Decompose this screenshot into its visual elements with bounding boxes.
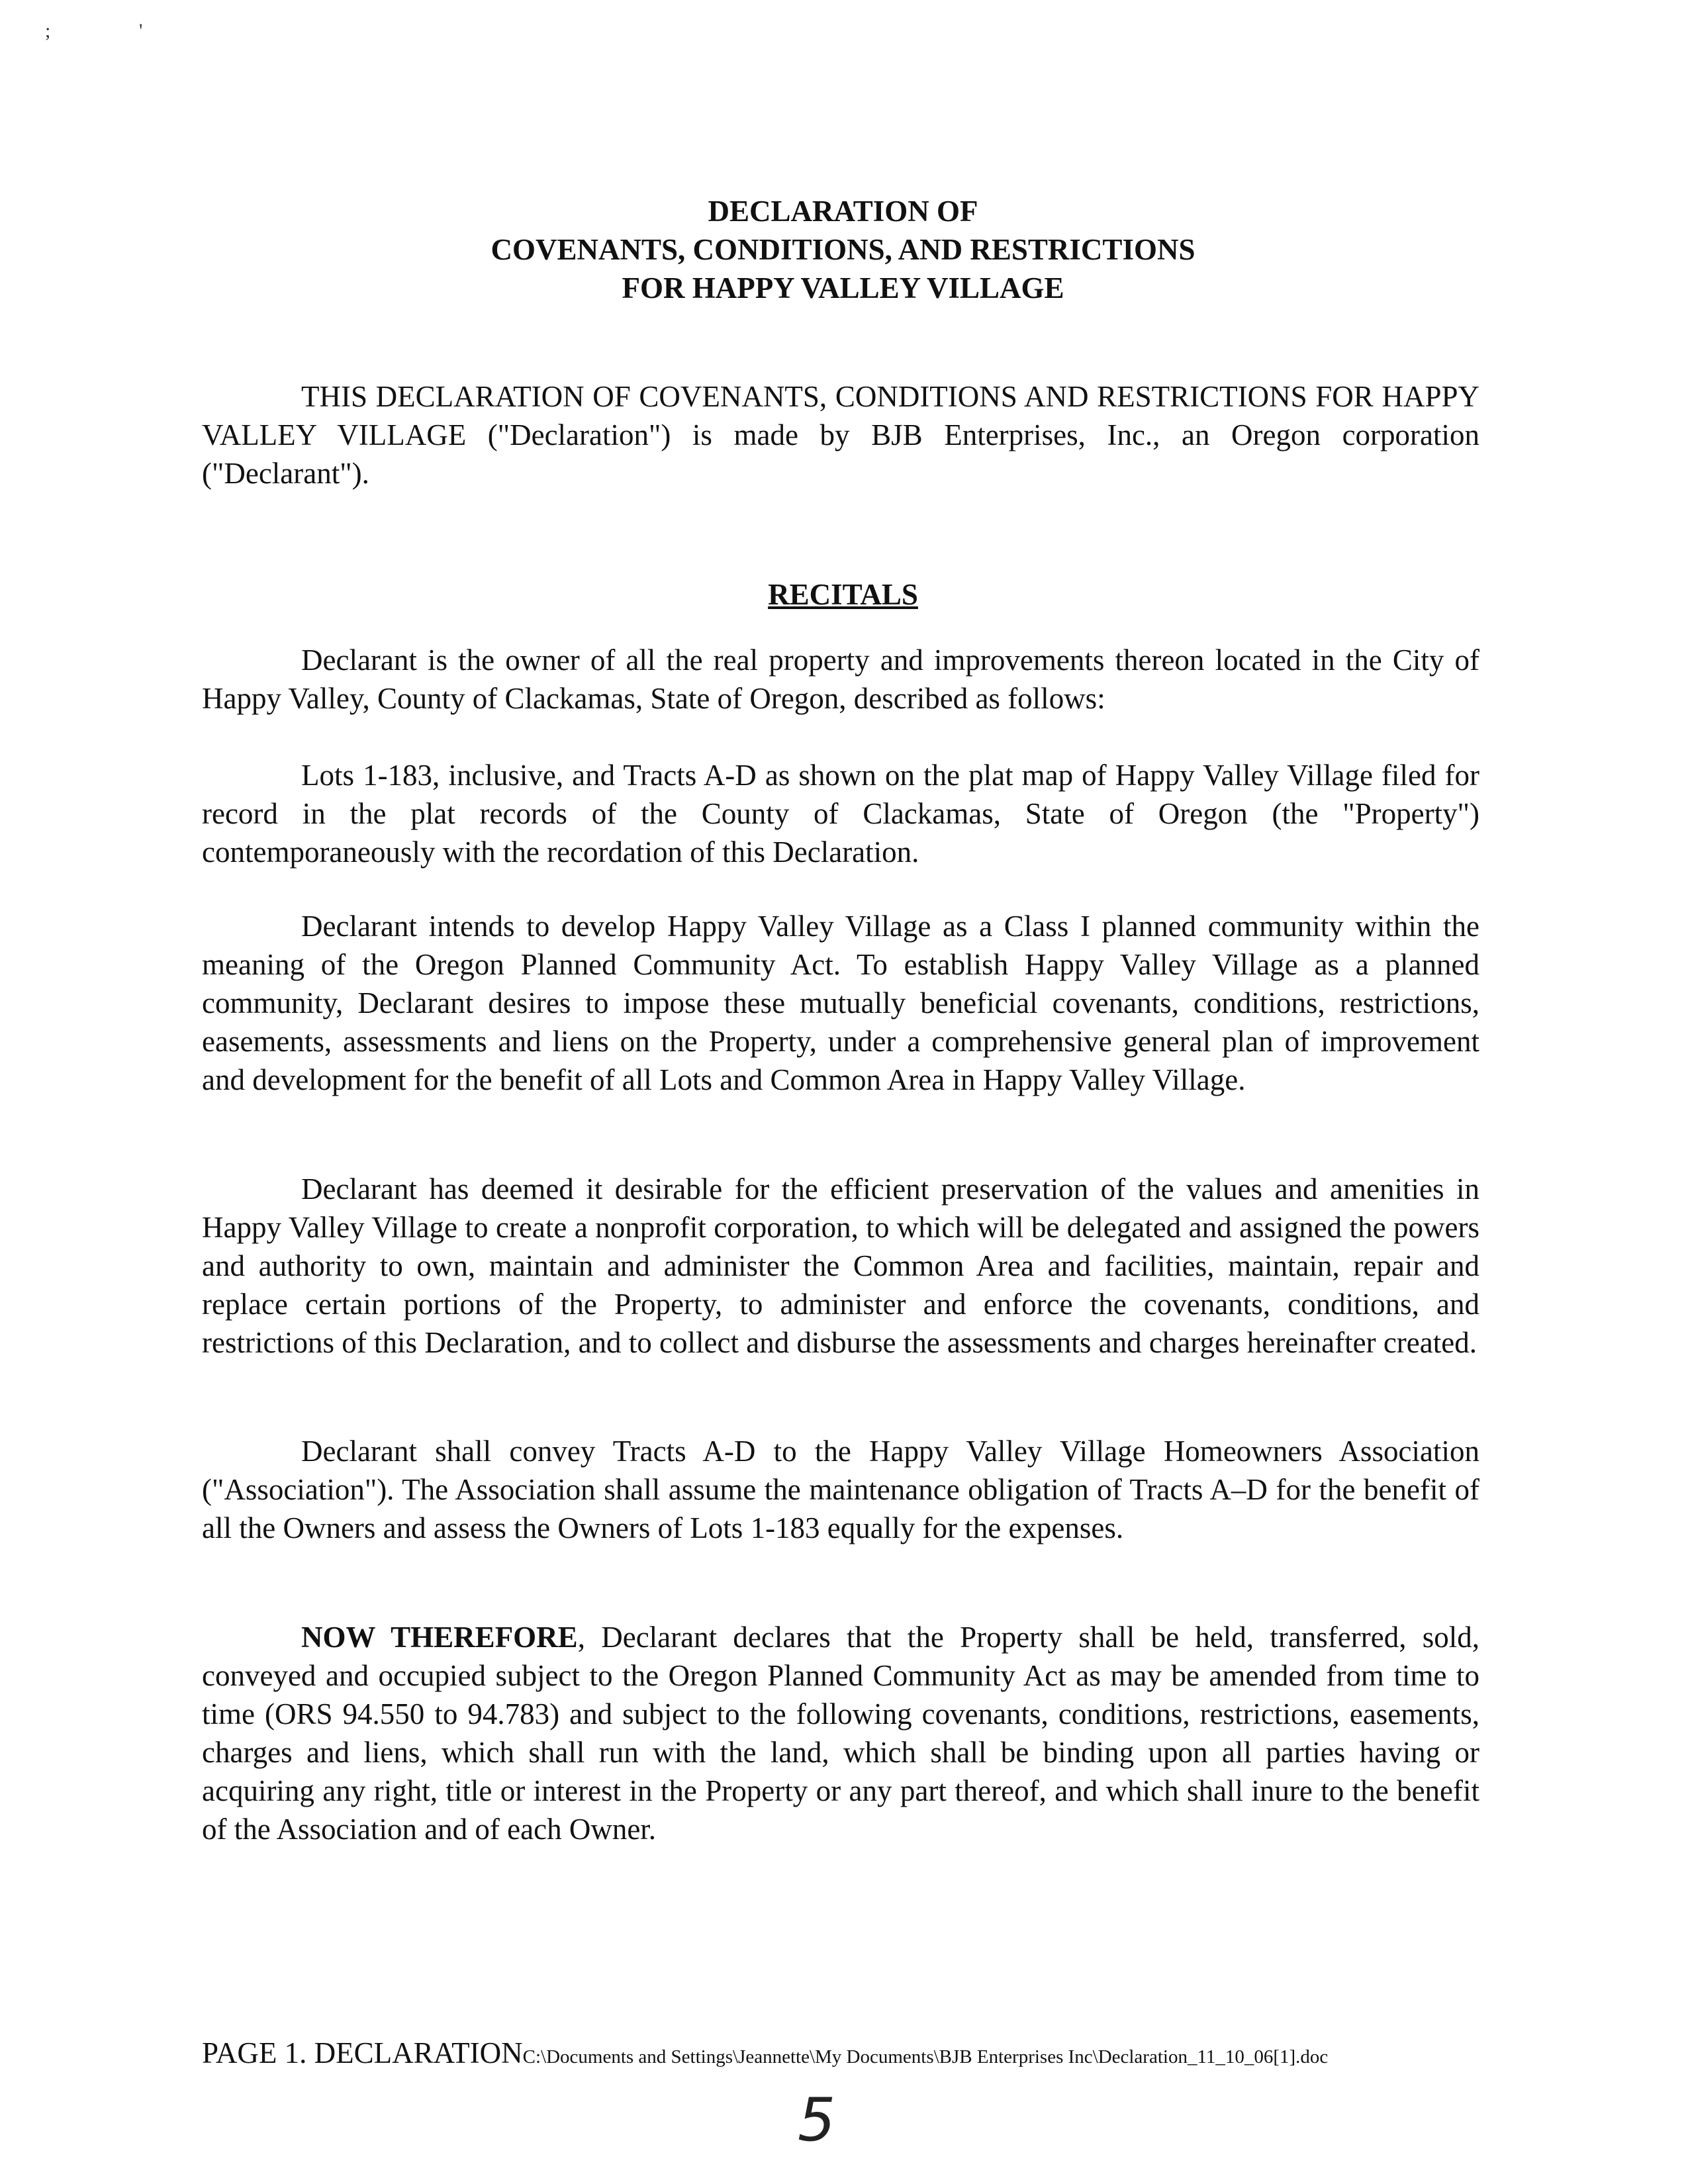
footer-page-label: PAGE 1. xyxy=(202,2036,307,2069)
footer-file-path: C:\Documents and Settings\Jeannette\My Documents\BJB Enterprises Inc\Declaration_11_10_06[1].doc xyxy=(522,2046,1329,2067)
recitals-heading: RECITALS xyxy=(768,578,918,611)
document-title xyxy=(0,192,1686,307)
scan-mark-left: ; xyxy=(45,20,51,42)
recital-paragraph-3: Declarant intends to develop Happy Valley Village as a Class I planned community within the meaning of the Oregon Planned Community Act. To establish Happy Valley Village as a planned community, Declarant desires to impose these mutually beneficial covenants, conditions, restrictions, easements, assessments and liens on the Property, under a comprehensive general plan of improvement and development for the benefit of all Lots and Common Area in Happy Valley Village. xyxy=(202,910,1479,1096)
recital-paragraph-1: Declarant is the owner of all the real property and improvements thereon located in the City of Happy Valley, County of Clackamas, State of Oregon, described as follows: xyxy=(202,643,1479,715)
intro-paragraph: THIS DECLARATION OF COVENANTS, CONDITIONS AND RESTRICTIONS FOR HAPPY VALLEY VILLAGE ("Declaration") is made by BJB Enterprises, Inc., an Oregon corporation ("Declarant"). xyxy=(202,380,1479,490)
recital-paragraph-5: Declarant shall convey Tracts A-D to the Happy Valley Village Homeowners Association ("Association"). The Association shall assume the maintenance obligation of Tracts A–D for the benefit of all the Owners and assess the Owners of Lots 1-183 equally for the expenses. xyxy=(202,1435,1479,1544)
title-line-2: COVENANTS, CONDITIONS, AND RESTRICTIONS xyxy=(491,233,1195,266)
scan-mark-right: ' xyxy=(139,20,143,42)
handwritten-page-number: 5 xyxy=(798,2085,836,2155)
footer-doc-label: DECLARATION xyxy=(314,2036,523,2069)
title-line-3: FOR HAPPY VALLEY VILLAGE xyxy=(622,271,1064,305)
page-footer xyxy=(202,2036,1328,2070)
now-therefore-lead: NOW THEREFORE xyxy=(301,1621,578,1654)
recital-paragraph-4: Declarant has deemed it desirable for the efficient preservation of the values and amenities in Happy Valley Village to create a nonprofit corporation, to which will be delegated and assigned the powers and authority to own, maintain and administer the Common Area and facilities, maintain, repair and replace certain portions of the Property, to administer and enforce the covenants, conditions, and restrictions of this Declaration, and to collect and disburse the assessments and charges hereinafter created. xyxy=(202,1172,1479,1359)
now-therefore-paragraph xyxy=(202,1618,1479,1848)
now-therefore-text: , Declarant declares that the Property shall be held, transferred, sold, conveyed and occupied subject to the Oregon Planned Community Act as may be amended from time to time (ORS 94.550 to 94.783) and subject to the following covenants, conditions, restrictions, easements, charges and liens, which shall run with the land, which shall be binding upon all parties having or acquiring any right, title or interest in the Property or any part thereof, and which shall inure to the benefit of the Association and of each Owner. xyxy=(202,1621,1480,1846)
title-line-1: DECLARATION OF xyxy=(708,195,978,228)
recital-paragraph-2: Lots 1-183, inclusive, and Tracts A-D as shown on the plat map of Happy Valley Village filed for record in the plat records of the County of Clackamas, State of Oregon (the "Property") contemporaneously with the recordation of this Declaration. xyxy=(202,759,1479,869)
